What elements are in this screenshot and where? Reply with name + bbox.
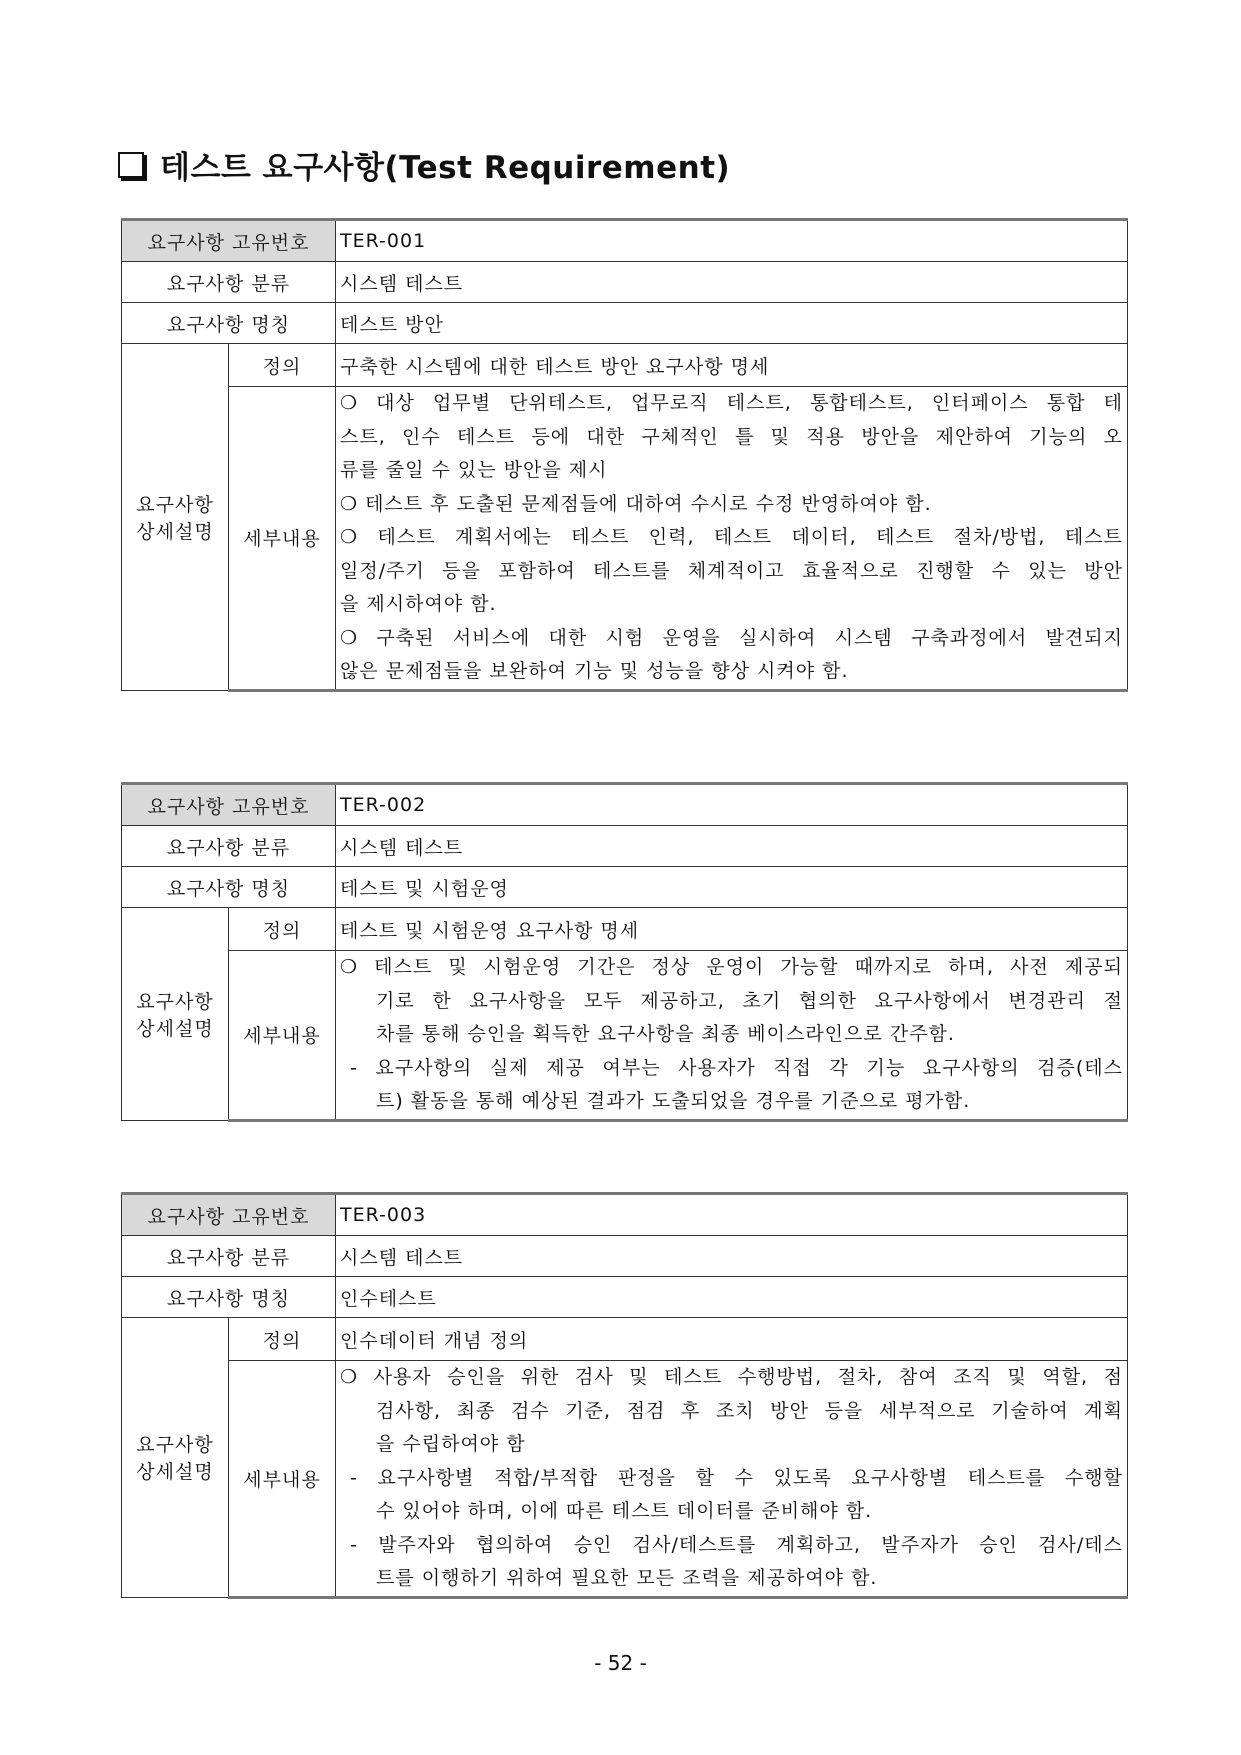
details-label: 세부내용	[229, 951, 336, 1121]
details-label: 세부내용	[229, 1361, 336, 1598]
detail-line: 을 제시하여야 함.	[340, 593, 497, 615]
checkbox-square-icon	[118, 152, 144, 178]
detail-group-label: 요구사항 상세설명	[122, 344, 229, 691]
detail-line: 트) 활동을 통해 예상된 결과가 도출되었을 경우를 기준으로 평가함.	[376, 1090, 971, 1112]
id-label: 요구사항 고유번호	[122, 784, 336, 826]
definition-label: 정의	[229, 908, 336, 951]
page-number: - 52 -	[594, 1651, 647, 1675]
definition-label: 정의	[229, 344, 336, 387]
requirement-category: 시스템 테스트	[336, 826, 1128, 867]
requirement-definition: 구축한 시스템에 대한 테스트 방안 요구사항 명세	[336, 344, 1128, 387]
detail-line: 을 수립하여야 함	[376, 1433, 526, 1455]
requirement-name: 테스트 방안	[336, 303, 1128, 344]
name-label: 요구사항 명칭	[122, 867, 336, 908]
detail-line: 기로 한 요구사항을 모두 제공하고, 초기 협의한 요구사항에서 변경관리 절	[376, 989, 1123, 1012]
category-label: 요구사항 분류	[122, 262, 336, 303]
requirement-table-1	[121, 218, 1128, 692]
detail-group-label: 요구사항 상세설명	[122, 908, 229, 1121]
name-label: 요구사항 명칭	[122, 303, 336, 344]
detail-line: 일정/주기 등을 포함하여 테스트를 체계적이고 효율적으로 진행할 수 있는 방안	[340, 559, 1123, 582]
name-label: 요구사항 명칭	[122, 1277, 336, 1318]
details-label: 세부내용	[229, 387, 336, 691]
requirement-id: TER-002	[336, 784, 1128, 826]
detail-line: 검사항, 최종 검수 기준, 점검 후 조치 방안 등을 세부적으로 기술하여 계획	[376, 1399, 1123, 1422]
requirement-id: TER-003	[336, 1194, 1128, 1236]
section-title	[118, 142, 730, 187]
category-label: 요구사항 분류	[122, 826, 336, 867]
detail-line: - 발주자와 협의하여 승인 검사/테스트를 계획하고, 발주자가 승인 검사/테스	[350, 1533, 1123, 1556]
detail-line: ❍ 사용자 승인을 위한 검사 및 테스트 수행방법, 절차, 참여 조직 및 역할, 점	[340, 1366, 1123, 1388]
detail-line: ❍ 테스트 후 도출된 문제점들에 대하여 수시로 수정 반영하여야 함.	[340, 492, 932, 515]
detail-line: ❍ 구축된 서비스에 대한 시험 운영을 실시하여 시스템 구축과정에서 발견되지	[340, 626, 1123, 649]
requirement-table-3	[121, 1192, 1128, 1599]
detail-line: 않은 문제점들을 보완하여 기능 및 성능을 향상 시켜야 함.	[340, 660, 849, 682]
category-label: 요구사항 분류	[122, 1236, 336, 1277]
requirement-details	[336, 387, 1128, 691]
requirement-category: 시스템 테스트	[336, 1236, 1128, 1277]
detail-line: - 요구사항별 적합/부적합 판정을 할 수 있도록 요구사항별 테스트를 수행할	[350, 1466, 1123, 1489]
requirement-name: 인수테스트	[336, 1277, 1128, 1318]
requirement-definition: 인수데이터 개념 정의	[336, 1318, 1128, 1361]
requirement-name: 테스트 및 시험운영	[336, 867, 1128, 908]
requirement-table-2	[121, 782, 1128, 1122]
requirement-category: 시스템 테스트	[336, 262, 1128, 303]
detail-line: ❍ 대상 업무별 단위테스트, 업무로직 테스트, 통합테스트, 인터페이스 통합 테	[340, 392, 1123, 414]
detail-line: 수 있어야 하며, 이에 따른 테스트 데이터를 준비해야 함.	[376, 1500, 873, 1522]
detail-group-label: 요구사항 상세설명	[122, 1318, 229, 1598]
definition-label: 정의	[229, 1318, 336, 1361]
requirement-details	[336, 1361, 1128, 1598]
detail-line: 류를 줄일 수 있는 방안을 제시	[340, 459, 608, 481]
requirement-details	[336, 951, 1128, 1121]
section-title-text: 테스트 요구사항(Test Requirement)	[160, 150, 731, 186]
detail-line: 스트, 인수 테스트 등에 대한 구체적인 틀 및 적용 방안을 제안하여 기능의 오	[340, 425, 1123, 448]
requirement-id: TER-001	[336, 220, 1128, 262]
id-label: 요구사항 고유번호	[122, 220, 336, 262]
detail-line: 차를 통해 승인을 획득한 요구사항을 최종 베이스라인으로 간주함.	[376, 1023, 955, 1045]
detail-line: ❍ 테스트 계획서에는 테스트 인력, 테스트 데이터, 테스트 절차/방법, 테스트	[340, 526, 1123, 548]
detail-line: 트를 이행하기 위하여 필요한 모든 조력을 제공하여야 함.	[376, 1567, 878, 1589]
detail-line: ❍ 테스트 및 시험운영 기간은 정상 운영이 가능할 때까지로 하며, 사전 제공되	[340, 956, 1123, 978]
id-label: 요구사항 고유번호	[122, 1194, 336, 1236]
requirement-definition: 테스트 및 시험운영 요구사항 명세	[336, 908, 1128, 951]
detail-line: - 요구사항의 실제 제공 여부는 사용자가 직접 각 기능 요구사항의 검증(테스	[350, 1056, 1123, 1079]
